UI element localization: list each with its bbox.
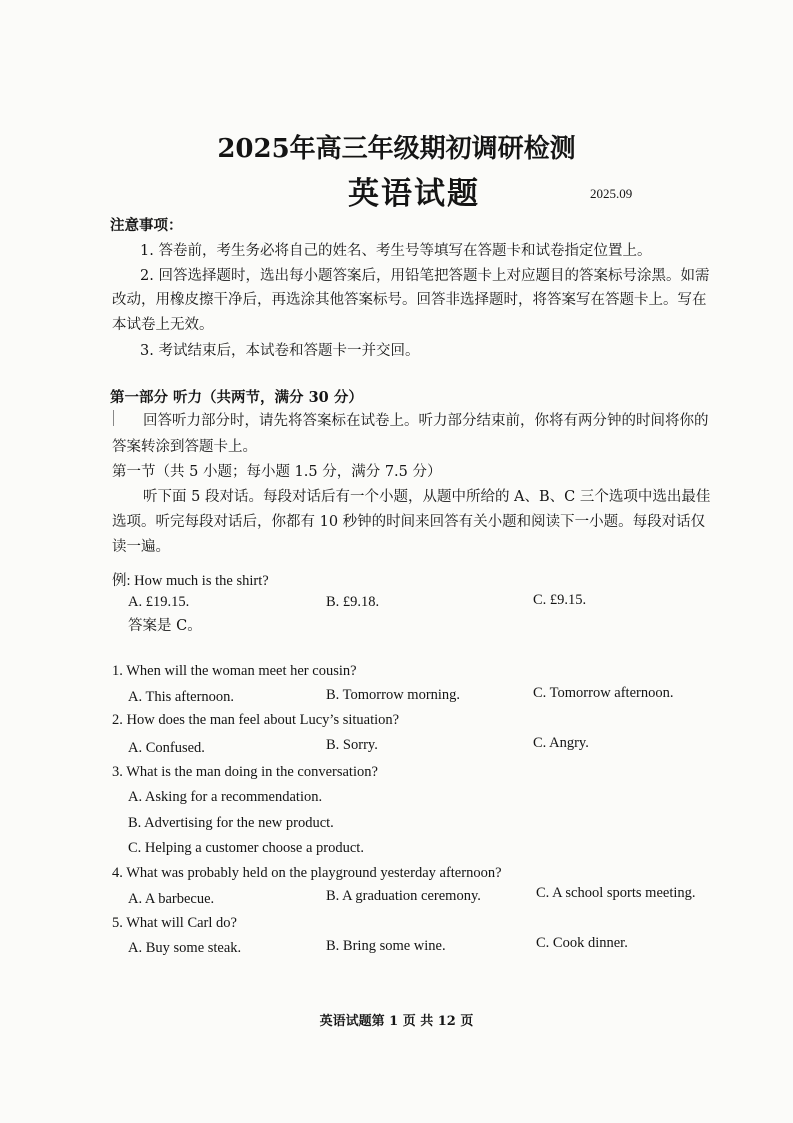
question-5: 5. What will Carl do? <box>112 915 237 931</box>
notes-item-2-line-1: 2. 回答选择题时，选出每小题答案后，用铅笔把答题卡上对应题目的答案标号涂黑。如需 <box>140 268 710 284</box>
part1-intro-line-2: 答案转涂到答题卡上。 <box>112 439 257 455</box>
notes-item-3: 3. 考试结束后，本试卷和答题卡一并交回。 <box>140 343 420 359</box>
q2-option-b: B. Sorry. <box>326 737 378 753</box>
q2-option-a: A. Confused. <box>128 740 205 756</box>
section1-heading: 第一节（共 5 小题；每小题 1.5 分，满分 7.5 分） <box>112 464 442 480</box>
question-4: 4. What was probably held on the playground yesterday afternoon? <box>112 865 502 881</box>
question-1: 1. When will the woman meet her cousin? <box>112 663 357 679</box>
q4-option-c: C. A school sports meeting. <box>536 885 696 901</box>
q1-option-b: B. Tomorrow morning. <box>326 687 461 703</box>
q2-option-c: C. Angry. <box>533 735 589 751</box>
notes-item-1: 1. 答卷前，考生务必将自己的姓名、考生号等填写在答题卡和试卷指定位置上。 <box>140 243 652 259</box>
example-option-c: C. £9.15. <box>533 592 587 608</box>
q1-option-a: A. This afternoon. <box>128 689 235 705</box>
q4-option-a: A. A barbecue. <box>128 891 215 907</box>
q5-option-c: C. Cook dinner. <box>536 935 628 951</box>
section1-instructions-line-2: 选项。听完每段对话后，你都有 10 秒钟的时间来回答有关小题和阅读下一小题。每段对话仅 <box>112 514 706 530</box>
part1-heading: 第一部分 听力（共两节，满分 30 分） <box>110 389 363 406</box>
question-3: 3. What is the man doing in the conversation? <box>112 764 378 780</box>
q4-option-b: B. A graduation ceremony. <box>326 888 481 904</box>
margin-mark <box>113 410 114 426</box>
notes-heading: 注意事项： <box>110 217 183 234</box>
q5-option-a: A. Buy some steak. <box>128 940 242 956</box>
notes-item-2-line-2: 改动，用橡皮擦干净后，再选涂其他答案标号。回答非选择题时，将答案写在答题卡上。写在 <box>112 292 707 308</box>
page-footer: 英语试题第 1 页 共 12 页 <box>319 1014 474 1029</box>
example-answer: 答案是 C。 <box>128 618 202 634</box>
q1-option-c: C. Tomorrow afternoon. <box>533 685 674 701</box>
q3-option-b: B. Advertising for the new product. <box>128 815 334 831</box>
exam-date: 2025.09 <box>590 186 633 201</box>
notes-item-2-line-3: 本试卷上无效。 <box>112 317 214 333</box>
q3-option-a: A. Asking for a recommendation. <box>128 789 323 805</box>
example-question: 例: How much is the shirt? <box>112 573 269 589</box>
exam-title: 2025年高三年级期初调研检测 <box>217 134 576 164</box>
subject-title: 英语试题 <box>348 176 480 212</box>
q5-option-b: B. Bring some wine. <box>326 938 446 954</box>
part1-intro-line-1: 回答听力部分时，请先将答案标在试卷上。听力部分结束前，你将有两分钟的时间将你的 <box>143 413 709 429</box>
example-option-a: A. £19.15. <box>128 594 190 610</box>
example-option-b: B. £9.18. <box>326 594 380 610</box>
section1-instructions-line-1: 听下面 5 段对话。每段对话后有一个小题，从题中所给的 A、B、C 三个选项中选出最佳 <box>143 489 711 505</box>
q3-option-c: C. Helping a customer choose a product. <box>128 840 364 856</box>
section1-instructions-line-3: 读一遍。 <box>112 539 170 555</box>
question-2: 2. How does the man feel about Lucy’s situation? <box>112 712 400 728</box>
